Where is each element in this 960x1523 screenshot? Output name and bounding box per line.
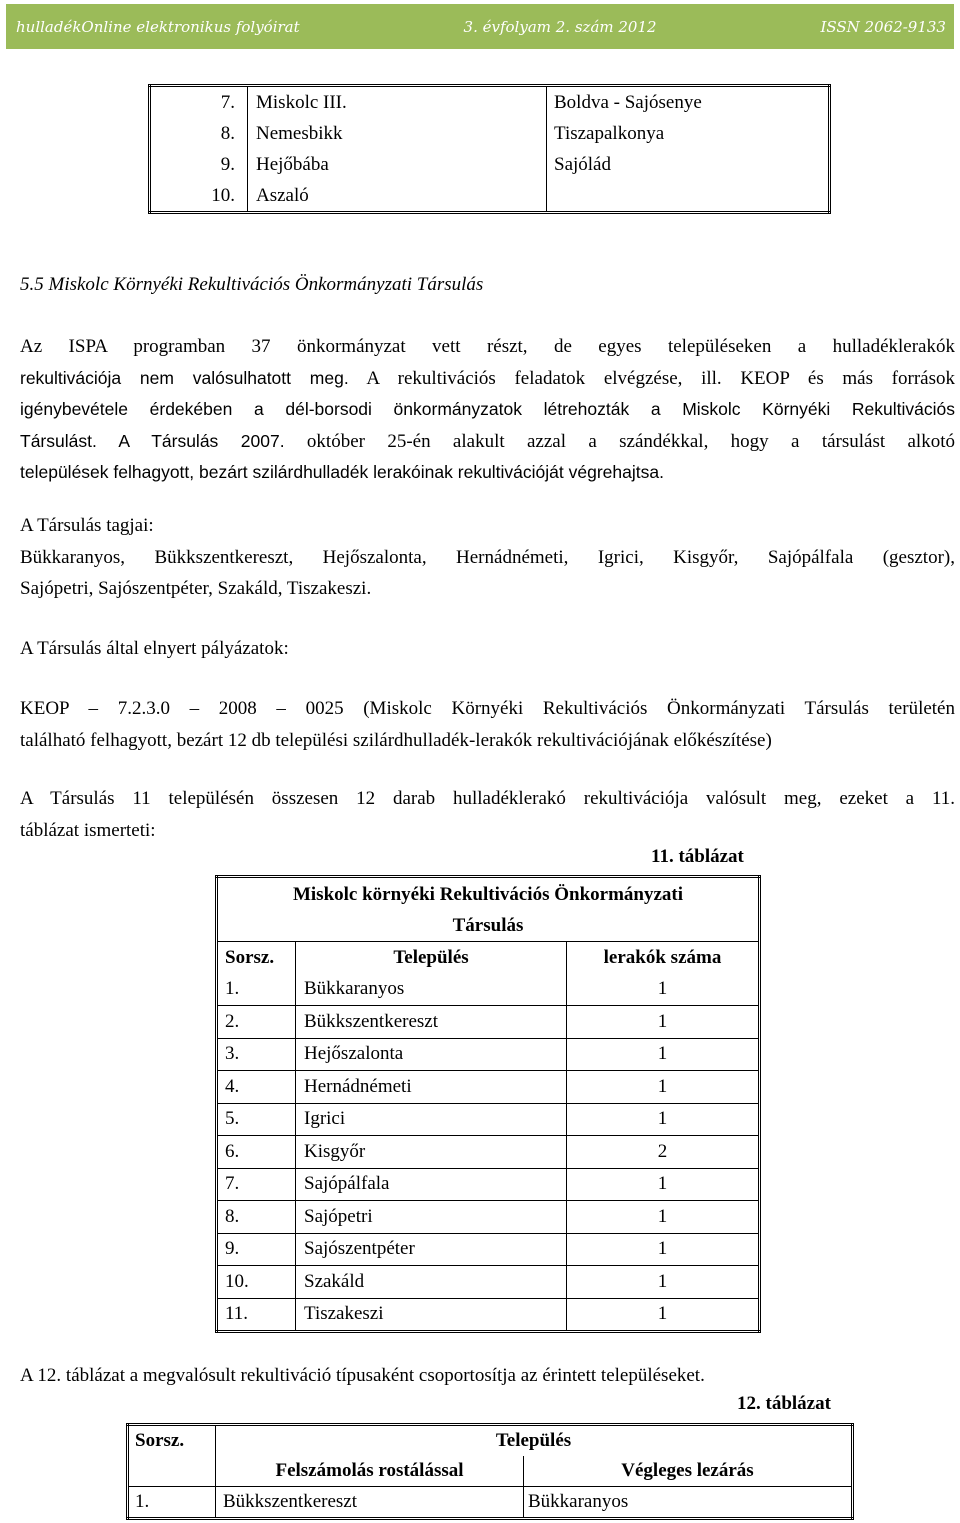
landfill-count: 1 xyxy=(567,1103,760,1136)
settlement-name: Hernádnémeti xyxy=(296,1071,567,1104)
tenders-label xyxy=(20,633,955,665)
row-number: 1. xyxy=(128,1487,216,1519)
members-paragraph xyxy=(20,510,955,605)
row-number: 4. xyxy=(217,1071,296,1104)
settlement-name: Aszaló xyxy=(248,180,547,213)
column-subheader: Felszámolás rostálással xyxy=(216,1456,524,1487)
row-number: 10. xyxy=(217,1266,296,1299)
settlement-name: Hejőszalonta xyxy=(296,1038,567,1071)
journal-header xyxy=(6,4,954,49)
table-row xyxy=(150,86,830,119)
table-title-line: Társulás xyxy=(452,914,524,936)
table-row xyxy=(217,1298,760,1332)
row-number: 8. xyxy=(217,1201,296,1234)
row-number: 6. xyxy=(217,1136,296,1169)
row-number: 7. xyxy=(150,86,248,119)
settlement-name: Sajópálfala xyxy=(296,1168,567,1201)
settlement-name: Bükkaranyos xyxy=(296,974,567,1006)
row-number: 9. xyxy=(150,149,248,180)
settlement-name: Szakáld xyxy=(296,1266,567,1299)
table-row xyxy=(217,1136,760,1169)
column-header: Sorsz. xyxy=(128,1425,216,1487)
table-11-caption: 11. táblázat xyxy=(651,846,744,867)
members-label: A Társulás tagjai: xyxy=(20,515,154,536)
column-subheader: Végleges lezárás xyxy=(524,1456,853,1487)
column-header: Település xyxy=(296,942,567,974)
settlement-name xyxy=(547,180,830,213)
table-row xyxy=(217,1071,760,1104)
settlement-name: Nemesbikk xyxy=(248,118,547,149)
settlements-table xyxy=(148,84,831,214)
text-run: A rekultivációs feladatok elvégzése, ill. KEOP és más források xyxy=(348,367,955,389)
text-line: A Társulás által elnyert pályázatok: xyxy=(20,638,289,659)
table-row xyxy=(150,149,830,180)
text-line xyxy=(20,426,955,458)
table-row xyxy=(217,974,760,1006)
table-11-body xyxy=(217,974,760,1332)
table-12 xyxy=(126,1423,854,1520)
row-number: 7. xyxy=(217,1168,296,1201)
table-row xyxy=(217,1233,760,1266)
table-row xyxy=(217,1038,760,1071)
table-row xyxy=(217,1103,760,1136)
table-row xyxy=(150,118,830,149)
row-number: 5. xyxy=(217,1103,296,1136)
settlement-name: Bükkaranyos xyxy=(524,1487,853,1519)
journal-name: hulladékOnline elektronikus folyóirat xyxy=(16,17,300,36)
text-line: települések felhagyott, bezárt szilárdhulladék lerakóinak rekultivációját végrehajtsa. xyxy=(20,462,664,482)
text-line: Sajópetri, Sajószentpéter, Szakáld, Tiszakeszi. xyxy=(20,578,372,599)
table-12-caption: 12. táblázat xyxy=(737,1393,831,1414)
landfill-count: 1 xyxy=(567,1006,760,1039)
settlement-name: Bükkszentkereszt xyxy=(296,1006,567,1039)
text-run: rekultivációja nem valósulhatott meg. xyxy=(20,367,349,388)
settlement-name: Bükkszentkereszt xyxy=(216,1487,524,1519)
settlement-name: Igrici xyxy=(296,1103,567,1136)
settlement-name: Tiszakeszi xyxy=(296,1298,567,1332)
settlement-name: Sajópetri xyxy=(296,1201,567,1234)
column-header: Sorsz. xyxy=(217,942,296,974)
landfill-count: 1 xyxy=(567,1201,760,1234)
text-line: Bükkaranyos, Bükkszentkereszt, Hejőszalonta, Hernádnémeti, Igrici, Kisgyőr, Sajópálfala (gesztor), xyxy=(20,546,955,568)
settlement-name: Tiszapalkonya xyxy=(554,122,665,144)
landfill-count: 1 xyxy=(567,1233,760,1266)
settlement-name: Sajószentpéter xyxy=(296,1233,567,1266)
landfill-count: 1 xyxy=(567,1168,760,1201)
table-row xyxy=(217,1168,760,1201)
table-title xyxy=(217,877,760,942)
table-12-intro xyxy=(20,1360,955,1392)
column-header: lerakók száma xyxy=(603,946,722,968)
landfill-count: 1 xyxy=(657,1303,668,1325)
section-heading: 5.5 Miskolc Környéki Rekultivációs Önkormányzati Társulás xyxy=(20,274,484,295)
row-number: 10. xyxy=(150,180,248,213)
table-row xyxy=(128,1487,853,1519)
landfill-count: 1 xyxy=(567,974,760,1006)
table-row xyxy=(217,1266,760,1299)
text-line: táblázat ismerteti: xyxy=(20,819,156,841)
text-run: október 25-én alakult azzal a szándékkal, hogy a társulást alkotó xyxy=(284,430,955,452)
settlement-name: Miskolc III. xyxy=(248,86,547,119)
row-number: 8. xyxy=(150,118,248,149)
settlement-name: Sajólád xyxy=(554,153,611,175)
table-title-line: Miskolc környéki Rekultivációs Önkormányzati xyxy=(292,883,684,905)
text-line: KEOP – 7.2.3.0 – 2008 – 0025 (Miskolc Környéki Rekultivációs Önkormányzati Társulás területén xyxy=(20,698,955,719)
column-header: Település xyxy=(216,1425,853,1457)
journal-issn: ISSN 2062-9133 xyxy=(820,17,946,36)
text-line: A 12. táblázat a megvalósult rekultiváció típusaként csoportosítja az érintett településeket. xyxy=(20,1365,705,1386)
text-line xyxy=(20,363,955,395)
table-11 xyxy=(215,875,761,1333)
text-line: található felhagyott, bezárt 12 db települési szilárdhulladék-lerakók rekultivációjának előkészítése) xyxy=(20,729,772,751)
intro-paragraph xyxy=(20,331,955,489)
table-header-row xyxy=(217,942,760,974)
settlement-name: Hejőbába xyxy=(248,149,547,180)
row-number: 1. xyxy=(217,974,296,1006)
row-number: 9. xyxy=(217,1233,296,1266)
settlement-name: Kisgyőr xyxy=(296,1136,567,1169)
landfill-count: 1 xyxy=(567,1038,760,1071)
summary-paragraph xyxy=(20,783,955,846)
keop-paragraph xyxy=(20,693,955,756)
journal-volume: 3. évfolyam 2. szám 2012 xyxy=(463,17,657,36)
row-number: 2. xyxy=(217,1006,296,1039)
text-line: A Társulás 11 településén összesen 12 darab hulladéklerakó rekultivációja valósult meg, ezeket a 11. xyxy=(20,788,955,809)
landfill-count: 1 xyxy=(567,1266,760,1299)
text-line: igénybevétele érdekében a dél-borsodi önkormányzatok létrehozták a Miskolc Környéki Rekultivációs xyxy=(20,399,955,419)
table-row xyxy=(217,1201,760,1234)
table-row xyxy=(217,1006,760,1039)
text-line: Az ISPA programban 37 önkormányzat vett részt, de egyes településeken a hulladéklerakók xyxy=(20,336,955,357)
row-number: 3. xyxy=(217,1038,296,1071)
table-header-row xyxy=(128,1425,853,1457)
table-row xyxy=(150,180,830,213)
text-run: Társulást. A Társulás 2007. xyxy=(20,430,285,451)
landfill-count: 1 xyxy=(567,1071,760,1104)
table-title-row xyxy=(217,877,760,942)
landfill-count: 2 xyxy=(567,1136,760,1169)
settlement-name: Boldva - Sajósenye xyxy=(554,91,702,113)
row-number: 11. xyxy=(217,1298,296,1332)
table-subheader-row xyxy=(128,1456,853,1487)
